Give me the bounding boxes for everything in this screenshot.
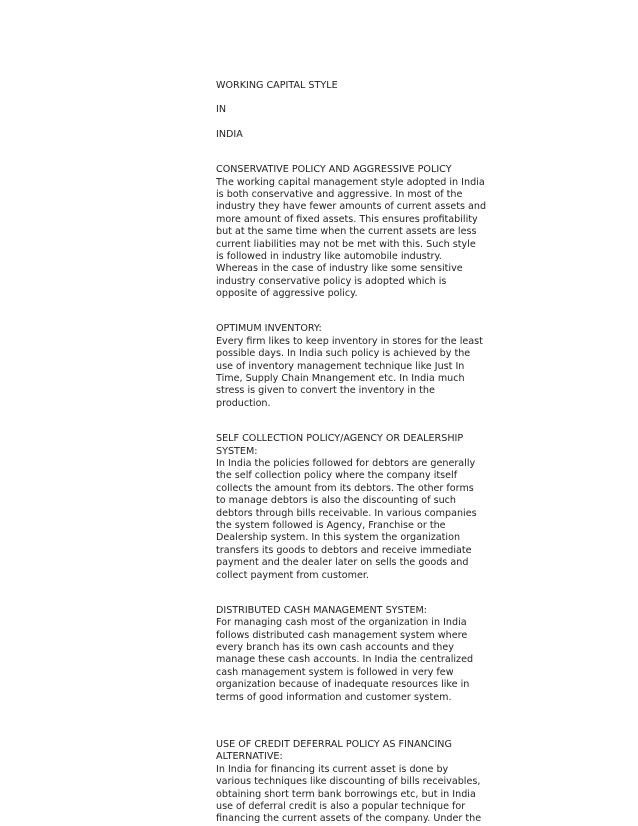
section-text-line: use of inventory management technique like Just In — [216, 360, 465, 372]
section-text-line: Every firm likes to keep inventory in stores for the least — [216, 335, 483, 347]
section-text-line: For managing cash most of the organization in India — [216, 617, 467, 629]
section-text-line: organization because of inadequate resources like in — [216, 679, 470, 691]
section-text-line: industry they have fewer amounts of current assets and — [216, 201, 487, 213]
section-text-line: every branch has its own cash accounts and they — [216, 642, 454, 654]
section-text-line: industry conservative policy is adopted which is — [216, 275, 447, 287]
section-text-line: follows distributed cash management system where — [216, 629, 468, 641]
section-text-line: payment and the dealer later on sells the goods and — [216, 557, 469, 569]
section-text-line: more amount of fixed assets. This ensures profitability — [216, 213, 478, 225]
section-distributed-cash-management — [216, 605, 476, 704]
document-body — [216, 80, 487, 825]
section-text-line: The working capital management style adopted in India — [216, 176, 485, 188]
section-text-line: possible days. In India such policy is achieved by the — [216, 348, 471, 360]
section-optimum-inventory — [216, 323, 483, 410]
section-text-line: the system followed is Agency, Franchise or the — [216, 519, 446, 531]
section-text-line: is both conservative and aggressive. In most of the — [216, 188, 463, 200]
section-self-collection-policy — [216, 433, 476, 582]
section-text-line: collect payment from customer. — [216, 569, 369, 581]
section-text-line: debtors through bills receivable. In various companies — [216, 507, 477, 519]
section-text-line: but at the same time when the current assets are less — [216, 226, 477, 238]
doc-title-line: WORKING CAPITAL STYLE — [216, 80, 338, 91]
section-text-line: the self collection policy where the company itself — [216, 470, 458, 482]
section-text-line: Time, Supply Chain Mnangement etc. In India much — [216, 373, 465, 385]
section-text-line: manage these cash accounts. In India the centralized — [216, 654, 474, 666]
section-text-line: Whereas in the case of industry like some sensitive — [216, 263, 463, 275]
section-text-line: transfers its goods to debtors and receive immediate — [216, 544, 472, 556]
section-text-line: obtaining short term bank borrowings etc, but in India — [216, 788, 476, 800]
section-text-line: Dealership system. In this system the organization — [216, 532, 461, 544]
section-heading: SELF COLLECTION POLICY/AGENCY OR DEALERSHIP — [216, 433, 464, 445]
section-text-line: use of deferral credit is also a popular technique for — [216, 800, 466, 812]
section-conservative-aggressive-policy — [216, 164, 487, 300]
section-text-line: current liabilities may not be met with this. Such style — [216, 238, 476, 250]
section-text-line: is followed in industry like automobile industry. — [216, 250, 442, 262]
doc-title-line: INDIA — [216, 128, 243, 140]
section-heading: USE OF CREDIT DEFERRAL POLICY AS FINANCING — [216, 739, 452, 751]
section-text-line: production. — [216, 397, 271, 409]
section-heading: ALTERNATIVE: — [216, 751, 283, 763]
doc-title-line: IN — [216, 104, 227, 116]
section-text-line: collects the amount from its debtors. The other forms — [216, 482, 474, 494]
section-heading: CONSERVATIVE POLICY AND AGGRESSIVE POLICY — [216, 164, 452, 176]
section-credit-deferral-policy — [216, 739, 482, 826]
section-text-line: financing the current assets of the company. Under the — [216, 813, 482, 825]
section-text-line: terms of good information and customer system. — [216, 691, 452, 703]
section-text-line: In India the policies followed for debtors are generally — [216, 457, 476, 469]
section-text-line: opposite of aggressive policy. — [216, 288, 358, 300]
section-text-line: various techniques like discounting of bills receivables, — [216, 776, 481, 788]
section-text-line: cash management system is followed in very few — [216, 666, 454, 678]
section-text-line: to manage debtors is also the discounting of such — [216, 495, 457, 507]
section-heading: DISTRIBUTED CASH MANAGEMENT SYSTEM: — [216, 604, 428, 616]
section-heading: OPTIMUM INVENTORY: — [216, 323, 322, 335]
section-text-line: stress is given to convert the inventory in the — [216, 385, 435, 397]
section-text-line: In India for financing its current asset is done by — [216, 763, 449, 775]
section-heading: SYSTEM: — [216, 445, 258, 457]
